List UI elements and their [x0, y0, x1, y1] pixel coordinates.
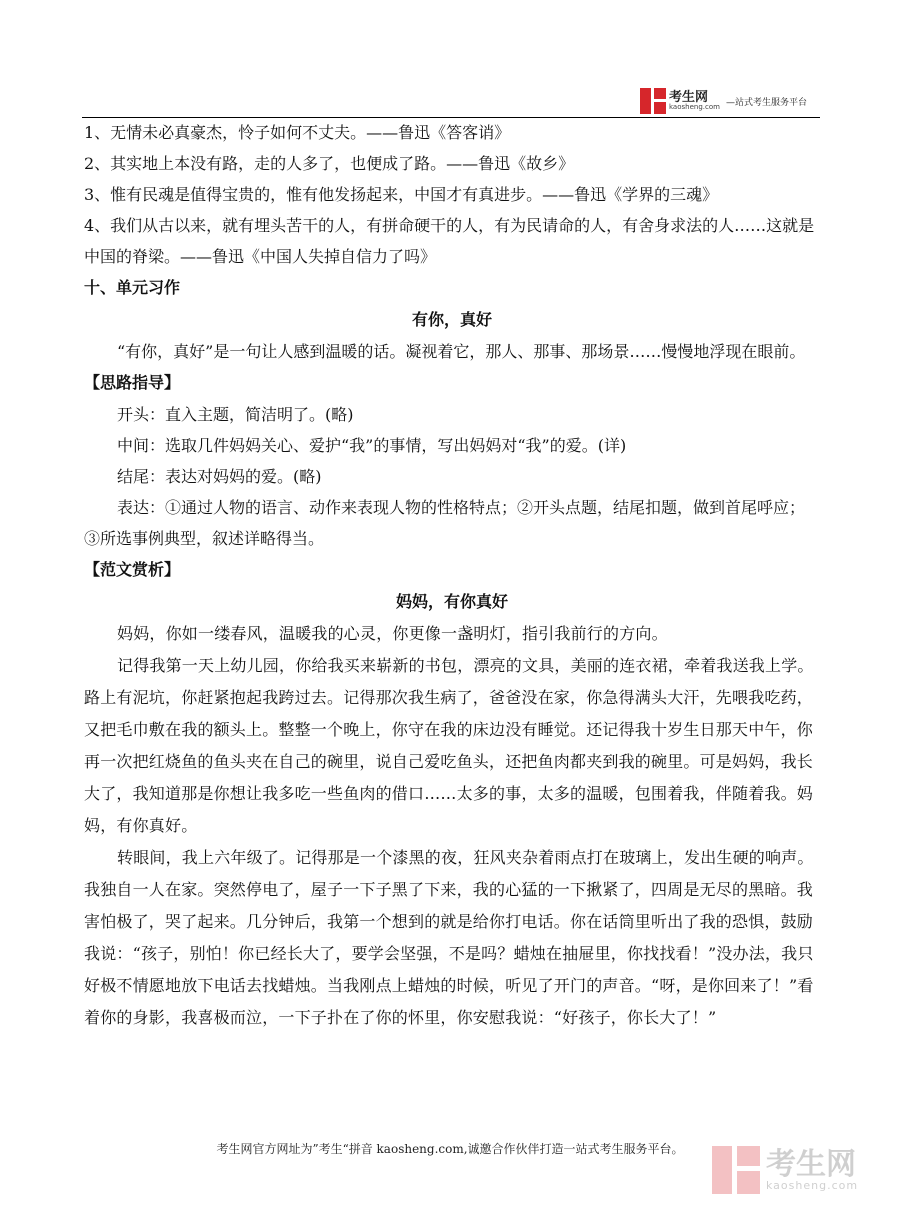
quote-item: 3、惟有民魂是值得宝贵的，惟有他发扬起来，中国才有真进步。——鲁迅《学界的三魂》 [84, 185, 719, 204]
prompt-title: 有你，真好 [411, 310, 492, 329]
logo-en: kaosheng.com [669, 103, 720, 111]
watermark-wordmark [766, 1146, 859, 1192]
logo-icon [640, 88, 666, 114]
essay-paragraph: 妈妈，你如一缕春风，温暖我的心灵，你更像一盏明灯，指引我前行的方向。 [117, 624, 668, 643]
logo-wordmark [669, 91, 720, 111]
essay-title: 妈妈，有你真好 [395, 592, 508, 611]
section-heading: 十、单元习作 [84, 278, 181, 297]
essay-paragraph: 记得我第一天上幼儿园，你给我买来崭新的书包，漂亮的文具，美丽的连衣裙，牵着我送我上学。路上有泥坑，你赶紧抱起我跨过去。记得那次我生病了，爸爸没在家，你急得满头大汗，先喂我吃药，又把毛巾敷在我的额头上。整整一个晚上，你守在我的床边没有睡觉。还记得我十岁生日那天中午，你再一次把红烧鱼的鱼头夹在自己的碗里，说自己爱吃鱼头，还把鱼肉都夹到我的碗里。可是妈妈，我长大了，我知道那是你想让我多吃一些鱼肉的借口……太多的事，太多的温暖，包围着我，伴随着我。妈妈，有你真好。 [84, 656, 814, 835]
quote-item: 1、无情未必真豪杰，怜子如何不丈夫。——鲁迅《答客诮》 [84, 123, 511, 142]
essay-heading: 【范文赏析】 [84, 560, 181, 579]
guide-item: 结尾：表达对妈妈的爱。(略) [117, 467, 322, 486]
prompt-text: “有你，真好”是一句让人感到温暖的话。凝视着它，那人、那事、那场景……慢慢地浮现在眼前。 [117, 342, 806, 361]
guide-heading: 【思路指导】 [84, 373, 181, 392]
header-tagline: —站式考生服务平台 [725, 97, 807, 108]
guide-item: 表达：①通过人物的语言、动作来表现人物的性格特点；②开头点题，结尾扣题，做到首尾呼应；③所选事例典型，叙述详略得当。 [84, 498, 806, 548]
header-logo [640, 88, 807, 114]
essay-paragraph: 转眼间，我上六年级了。记得那是一个漆黑的夜，狂风夹杂着雨点打在玻璃上，发出生硬的响声。我独自一人在家。突然停电了，屋子一下子黑了下来，我的心猛的一下揪紧了，四周是无尽的黑暗。我害怕极了，哭了起来。几分钟后，我第一个想到的就是给你打电话。你在话筒里听出了我的恐惧，鼓励我说：“孩子，别怕！你已经长大了，要学会坚强，不是吗？蜡烛在抽屉里，你找找看！”没办法，我只好极不情愿地放下电话去找蜡烛。当我刚点上蜡烛的时候，听见了开门的声音。“呀，是你回来了！”看着你的身影，我喜极而泣，一下子扑在了你的怀里，你安慰我说：“好孩子，你长大了！” [84, 848, 814, 1027]
guide-item: 中间：选取几件妈妈关心、爱护“我”的事情，写出妈妈对“我”的爱。(详) [117, 436, 627, 455]
logo-cn: 考生网 [669, 90, 709, 105]
watermark-en: kaosheng.com [766, 1178, 859, 1192]
quote-item: 4、我们从古以来，就有埋头苦干的人，有拼命硬干的人，有为民请命的人，有舍身求法的人……这就是中国的脊梁。——鲁迅《中国人失掉自信力了吗》 [84, 216, 815, 266]
watermark-cn: 考生网 [766, 1146, 856, 1182]
watermark [712, 1146, 858, 1194]
page-footer: 考生网官方网址为”考生“拼音 kaosheng.com,诚邀合作伙伴打造一站式考生服务平台。 [216, 1142, 684, 1156]
guide-item: 开头：直入主题，简洁明了。(略) [117, 405, 354, 424]
watermark-logo-icon [712, 1146, 760, 1194]
page-content [84, 117, 820, 1034]
quote-item: 2、其实地上本没有路，走的人多了，也便成了路。——鲁迅《故乡》 [84, 154, 575, 173]
